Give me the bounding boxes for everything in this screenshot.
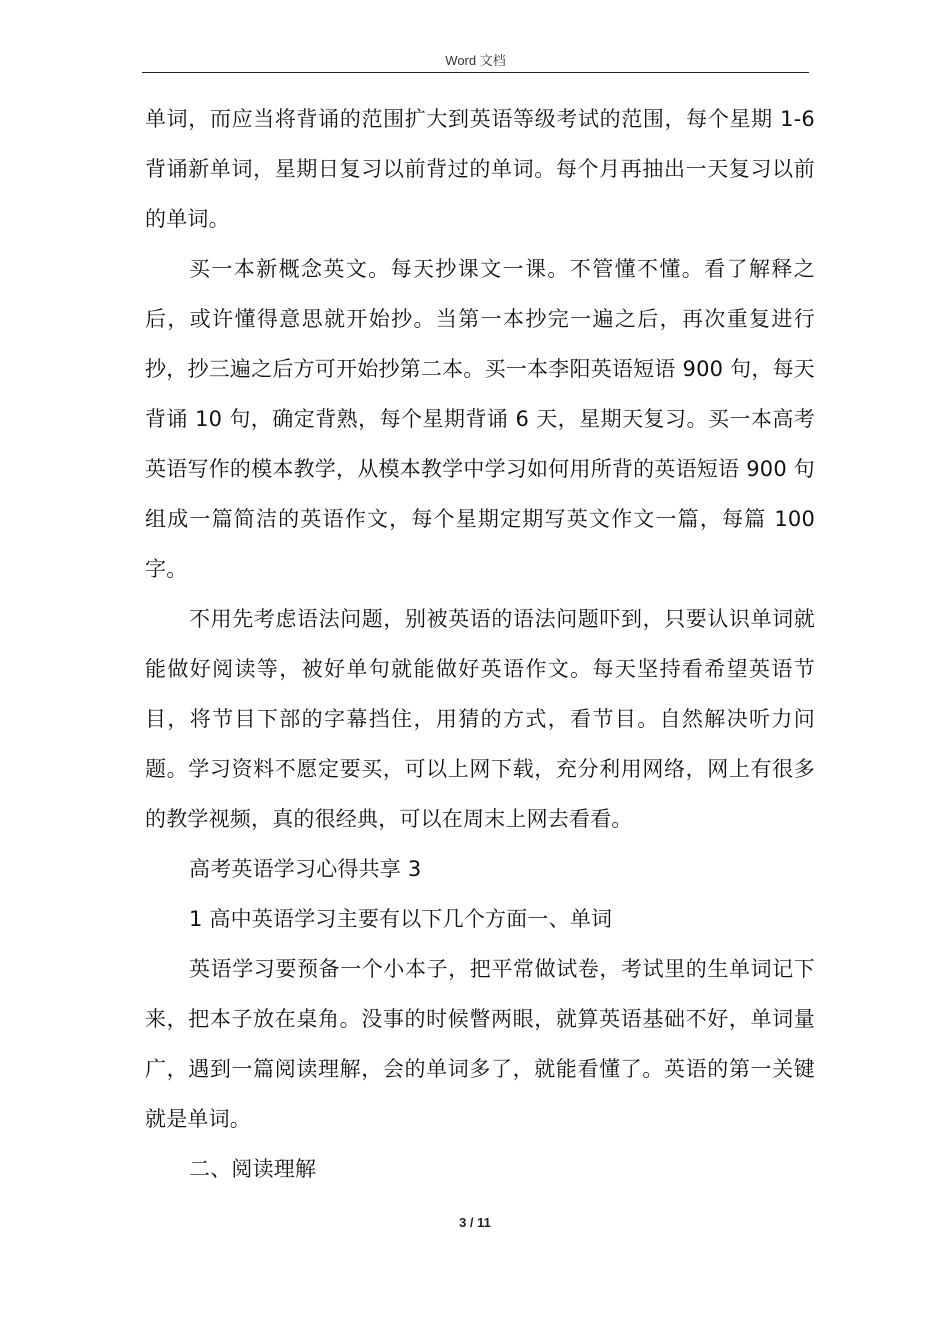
header-title: Word 文档	[445, 53, 506, 68]
paragraph-vocabulary-notebook: 英语学习要预备一个小本子，把平常做试卷，考试里的生单词记下来，把本子放在桌角。没事的时候瞥两眼，就算英语基础不好，单词量广，遇到一篇阅读理解，会的单词多了，就能看懂了。英语的第一关键就是单词。	[145, 957, 815, 1131]
document-body	[145, 94, 815, 1194]
page-number: 3 / 11	[459, 1215, 491, 1230]
paragraph-new-concept-english: 买一本新概念英文。每天抄课文一课。不管懂不懂。看了解释之后，或许懂得意思就开始抄。当第一本抄完一遍之后，再次重复进行抄，抄三遍之后方可开始抄第二本。买一本李阳英语短语 900 句，每天背诵 10 句，确定背熟，每个星期背诵 6 天，星期天复习。买一本高考英语写作的模本教学，从模本教学中学习如何用所背的英语短语 900 句组成一篇简洁的英语作文，每个星期定期写英文作文一篇，每篇 100 字。	[145, 257, 815, 581]
subsection-heading-reading: 二、阅读理解	[189, 1157, 317, 1181]
subsection-heading: 1 高中英语学习主要有以下几个方面一、单词	[189, 907, 613, 931]
paragraph-continuation: 单词，而应当将背诵的范围扩大到英语等级考试的范围，每个星期 1-6 背诵新单词，星期日复习以前背过的单词。每个月再抽出一天复习以前的单词。	[145, 107, 815, 231]
paragraph-grammar-advice: 不用先考虑语法问题，别被英语的语法问题吓到，只要认识单词就能做好阅读等，被好单句就能做好英语作文。每天坚持看希望英语节目，将节目下部的字幕挡住，用猜的方式，看节目。自然解决听力问题。学习资料不愿定要买，可以上网下载，充分利用网络，网上有很多的教学视频，真的很经典，可以在周末上网去看看。	[145, 607, 815, 831]
page-footer	[0, 1215, 950, 1230]
page-header	[142, 50, 809, 73]
section-heading: 高考英语学习心得共享 3	[189, 857, 422, 881]
